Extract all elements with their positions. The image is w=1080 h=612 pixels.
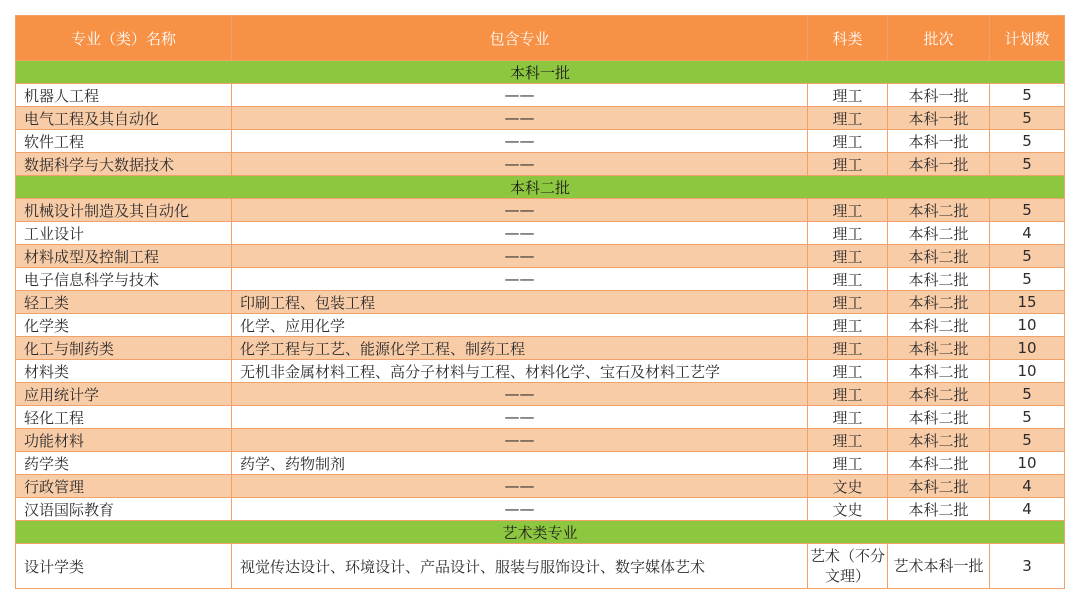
batch-cell: 本科二批 <box>888 452 990 475</box>
category-cell: 理工 <box>808 314 888 337</box>
batch-cell: 本科二批 <box>888 337 990 360</box>
plan-count-cell: 10 <box>990 314 1065 337</box>
table-row <box>16 337 1065 360</box>
table-row <box>16 498 1065 521</box>
included-majors-cell: 化学、应用化学 <box>232 314 808 337</box>
admission-plan-table <box>15 15 1065 589</box>
included-majors-cell: —— <box>232 107 808 130</box>
table-row <box>16 452 1065 475</box>
table-row <box>16 544 1065 589</box>
table-row <box>16 222 1065 245</box>
table-row <box>16 475 1065 498</box>
batch-cell: 本科一批 <box>888 107 990 130</box>
included-majors-cell: 药学、药物制剂 <box>232 452 808 475</box>
major-name-cell: 电子信息科学与技术 <box>16 268 232 291</box>
plan-count-cell: 5 <box>990 153 1065 176</box>
table-row <box>16 107 1065 130</box>
included-majors-cell: —— <box>232 130 808 153</box>
plan-count-cell: 5 <box>990 429 1065 452</box>
section-header-row <box>16 61 1065 84</box>
included-majors-cell: —— <box>232 475 808 498</box>
section-title: 本科一批 <box>16 61 1065 84</box>
table-body <box>16 61 1065 589</box>
major-name-cell: 行政管理 <box>16 475 232 498</box>
included-majors-cell: —— <box>232 153 808 176</box>
category-cell: 理工 <box>808 130 888 153</box>
included-majors-cell: —— <box>232 383 808 406</box>
category-cell: 文史 <box>808 475 888 498</box>
batch-cell: 艺术本科一批 <box>888 544 990 589</box>
section-header-row <box>16 176 1065 199</box>
header-row <box>16 16 1065 61</box>
included-majors-cell: —— <box>232 245 808 268</box>
category-cell: 艺术（不分文理） <box>808 544 888 589</box>
included-majors-cell: 印刷工程、包装工程 <box>232 291 808 314</box>
plan-count-cell: 10 <box>990 452 1065 475</box>
major-name-cell: 数据科学与大数据技术 <box>16 153 232 176</box>
plan-count-cell: 5 <box>990 84 1065 107</box>
category-cell: 理工 <box>808 222 888 245</box>
admission-plan-table-container <box>15 15 1064 589</box>
included-majors-cell: —— <box>232 429 808 452</box>
plan-count-cell: 5 <box>990 130 1065 153</box>
plan-count-cell: 10 <box>990 360 1065 383</box>
batch-cell: 本科二批 <box>888 475 990 498</box>
table-row <box>16 291 1065 314</box>
category-cell: 理工 <box>808 360 888 383</box>
included-majors-cell: —— <box>232 199 808 222</box>
batch-cell: 本科一批 <box>888 84 990 107</box>
table-row <box>16 360 1065 383</box>
major-name-cell: 汉语国际教育 <box>16 498 232 521</box>
category-cell: 理工 <box>808 291 888 314</box>
header-name: 专业（类）名称 <box>16 16 232 61</box>
table-row <box>16 130 1065 153</box>
category-cell: 理工 <box>808 383 888 406</box>
included-majors-cell: —— <box>232 498 808 521</box>
batch-cell: 本科一批 <box>888 130 990 153</box>
category-cell: 理工 <box>808 429 888 452</box>
plan-count-cell: 5 <box>990 245 1065 268</box>
section-title: 本科二批 <box>16 176 1065 199</box>
plan-count-cell: 4 <box>990 498 1065 521</box>
plan-count-cell: 5 <box>990 406 1065 429</box>
major-name-cell: 设计学类 <box>16 544 232 589</box>
major-name-cell: 材料类 <box>16 360 232 383</box>
included-majors-cell: —— <box>232 406 808 429</box>
plan-count-cell: 5 <box>990 268 1065 291</box>
section-header-row <box>16 521 1065 544</box>
batch-cell: 本科二批 <box>888 429 990 452</box>
table-row <box>16 268 1065 291</box>
major-name-cell: 工业设计 <box>16 222 232 245</box>
included-majors-cell: —— <box>232 84 808 107</box>
header-category: 科类 <box>808 16 888 61</box>
batch-cell: 本科二批 <box>888 406 990 429</box>
major-name-cell: 应用统计学 <box>16 383 232 406</box>
included-majors-cell: —— <box>232 268 808 291</box>
section-title: 艺术类专业 <box>16 521 1065 544</box>
plan-count-cell: 4 <box>990 222 1065 245</box>
header-batch: 批次 <box>888 16 990 61</box>
category-cell: 理工 <box>808 268 888 291</box>
plan-count-cell: 10 <box>990 337 1065 360</box>
plan-count-cell: 5 <box>990 383 1065 406</box>
major-name-cell: 化工与制药类 <box>16 337 232 360</box>
table-row <box>16 245 1065 268</box>
batch-cell: 本科二批 <box>888 291 990 314</box>
major-name-cell: 机器人工程 <box>16 84 232 107</box>
batch-cell: 本科二批 <box>888 222 990 245</box>
batch-cell: 本科二批 <box>888 268 990 291</box>
plan-count-cell: 5 <box>990 107 1065 130</box>
plan-count-cell: 5 <box>990 199 1065 222</box>
table-row <box>16 383 1065 406</box>
major-name-cell: 软件工程 <box>16 130 232 153</box>
table-row <box>16 84 1065 107</box>
category-cell: 理工 <box>808 452 888 475</box>
included-majors-cell: —— <box>232 222 808 245</box>
major-name-cell: 化学类 <box>16 314 232 337</box>
header-includes: 包含专业 <box>232 16 808 61</box>
major-name-cell: 功能材料 <box>16 429 232 452</box>
table-row <box>16 199 1065 222</box>
category-cell: 理工 <box>808 406 888 429</box>
category-cell: 理工 <box>808 107 888 130</box>
batch-cell: 本科一批 <box>888 153 990 176</box>
batch-cell: 本科二批 <box>888 498 990 521</box>
batch-cell: 本科二批 <box>888 383 990 406</box>
major-name-cell: 机械设计制造及其自动化 <box>16 199 232 222</box>
plan-count-cell: 3 <box>990 544 1065 589</box>
table-row <box>16 406 1065 429</box>
table-row <box>16 314 1065 337</box>
major-name-cell: 轻工类 <box>16 291 232 314</box>
major-name-cell: 电气工程及其自动化 <box>16 107 232 130</box>
plan-count-cell: 15 <box>990 291 1065 314</box>
batch-cell: 本科二批 <box>888 360 990 383</box>
included-majors-cell: 视觉传达设计、环境设计、产品设计、服装与服饰设计、数字媒体艺术 <box>232 544 808 589</box>
major-name-cell: 药学类 <box>16 452 232 475</box>
included-majors-cell: 无机非金属材料工程、高分子材料与工程、材料化学、宝石及材料工艺学 <box>232 360 808 383</box>
table-row <box>16 153 1065 176</box>
table-row <box>16 429 1065 452</box>
included-majors-cell: 化学工程与工艺、能源化学工程、制药工程 <box>232 337 808 360</box>
category-cell: 理工 <box>808 153 888 176</box>
batch-cell: 本科二批 <box>888 199 990 222</box>
category-cell: 文史 <box>808 498 888 521</box>
category-cell: 理工 <box>808 245 888 268</box>
major-name-cell: 轻化工程 <box>16 406 232 429</box>
batch-cell: 本科二批 <box>888 245 990 268</box>
plan-count-cell: 4 <box>990 475 1065 498</box>
category-cell: 理工 <box>808 84 888 107</box>
header-plan: 计划数 <box>990 16 1065 61</box>
batch-cell: 本科二批 <box>888 314 990 337</box>
major-name-cell: 材料成型及控制工程 <box>16 245 232 268</box>
category-cell: 理工 <box>808 337 888 360</box>
category-cell: 理工 <box>808 199 888 222</box>
